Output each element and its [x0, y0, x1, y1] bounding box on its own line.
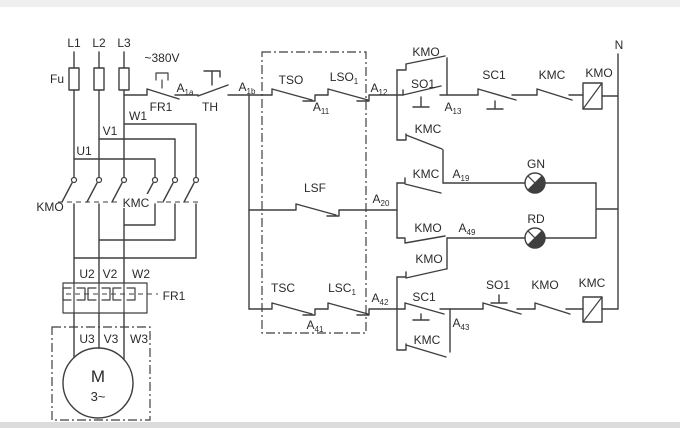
pole-terminal — [72, 178, 77, 183]
wire-label-u3: U3 — [79, 332, 95, 346]
sc1-start-contact — [405, 303, 483, 320]
pole-terminal — [122, 178, 127, 183]
node-label-a1a: $A_{1a}$ — [176, 81, 194, 97]
kmo-coil — [583, 83, 618, 109]
tso-label: TSO — [278, 73, 304, 87]
kmo-lamp-label: KMO — [414, 221, 442, 235]
wire-label-w2: W2 — [132, 267, 150, 281]
wire-label-v1: V1 — [102, 124, 118, 138]
kmc-aux-bot-label: KMC — [413, 333, 441, 347]
motor-phase-label: 3~ — [90, 389, 106, 404]
node-label-a1b: $A_{1b}$ — [238, 80, 256, 96]
wire-label-u1: U1 — [76, 144, 92, 158]
node-label-a49: $A_{49}$ — [458, 221, 476, 237]
phase-label-l3: L3 — [117, 36, 131, 50]
node-label-a42: $A_{42}$ — [371, 291, 389, 307]
fr1-heater-label: FR1 — [162, 289, 186, 303]
rd-lamp-row — [397, 236, 596, 243]
sc1-start-label: SC1 — [412, 290, 436, 304]
kmc-aux-mid-label: KMC — [414, 122, 442, 136]
fr1-contact-label: FR1 — [149, 100, 173, 114]
so1-start-label: SO1 — [410, 77, 436, 91]
motor-letter: M — [90, 367, 106, 386]
pole-terminal — [97, 178, 102, 183]
node-label-a41: $A_{41}$ — [306, 318, 324, 334]
voltage-label: ~380V — [144, 51, 180, 65]
node-label-a20: $A_{20}$ — [372, 192, 390, 208]
tsc-contact — [249, 303, 328, 315]
fr1-thermal-symbol — [156, 73, 168, 88]
kmc-main-label: KMC — [122, 196, 150, 210]
lsc1-label: $LSC_1$ — [328, 281, 356, 297]
lsf-label: LSF — [303, 181, 327, 195]
tsc-label: TSC — [271, 281, 295, 295]
tap-u1-wire — [74, 159, 155, 177]
node-label-a43: $A_{43}$ — [452, 316, 470, 332]
so1-stop-label: SO1 — [485, 278, 511, 292]
fuse-l3 — [119, 68, 129, 90]
so1-stop-contact — [483, 295, 535, 314]
pole-terminal — [194, 178, 199, 183]
wire-label-v3: V3 — [103, 332, 119, 346]
node-label-a11: $A_{11}$ — [312, 100, 330, 116]
node-label-a12: $A_{12}$ — [370, 81, 388, 97]
kmo-coil-diagonal — [583, 83, 602, 109]
kmc-coil — [583, 297, 618, 322]
bottom-scan-band — [0, 422, 680, 428]
wire-label-w1: W1 — [129, 109, 147, 123]
lso1-label: $LSO_1$ — [329, 70, 359, 86]
gn-lamp-label: GN — [527, 157, 545, 171]
phase-label-l1: L1 — [67, 36, 81, 50]
fuse-l2 — [94, 68, 104, 90]
sc1-stop-label: SC1 — [482, 68, 506, 82]
kmo-main-label: KMO — [36, 200, 64, 214]
relay-section — [397, 54, 618, 357]
rd-lamp — [525, 228, 545, 248]
sc1-stop-contact — [478, 89, 537, 109]
kmo-interlock-contact — [535, 303, 583, 314]
wire-label-u2: U2 — [79, 267, 95, 281]
neutral-label: N — [614, 38, 624, 52]
kmc-interlock-contact — [537, 89, 583, 100]
wire-label-v2: V2 — [102, 267, 118, 281]
fuse-l1 — [69, 68, 79, 90]
kmo-interlock-label: KMO — [531, 278, 559, 292]
node-label-a13: $A_{13}$ — [444, 100, 462, 116]
kmo-aux-top-label: KMO — [412, 45, 440, 59]
th-switch — [198, 71, 272, 96]
tap-v1-wire — [99, 139, 175, 177]
top-scan-band — [0, 0, 680, 7]
kmc-coil-diagonal — [583, 297, 602, 322]
tap-w1-wire — [124, 124, 196, 177]
th-label: TH — [202, 100, 218, 114]
pole-terminal — [153, 178, 158, 183]
kmc-interlock-label: KMC — [538, 68, 566, 82]
pole-terminal — [173, 178, 178, 183]
wire-label-w3: W3 — [130, 332, 148, 346]
heater-elements — [63, 283, 135, 313]
phase-label-l2: L2 — [92, 36, 106, 50]
node-label-a19: $A_{19}$ — [452, 167, 470, 183]
kmc-coil-label: KMC — [578, 276, 606, 290]
kmo-coil-label: KMO — [585, 66, 613, 80]
kmo-aux-low-label: KMO — [415, 252, 443, 266]
kmc-lamp-label: KMC — [412, 167, 440, 181]
gn-lamp — [525, 173, 545, 193]
rd-lamp-label: RD — [527, 212, 545, 226]
lamp-bus — [596, 183, 618, 238]
fuse-label: Fu — [49, 72, 65, 86]
